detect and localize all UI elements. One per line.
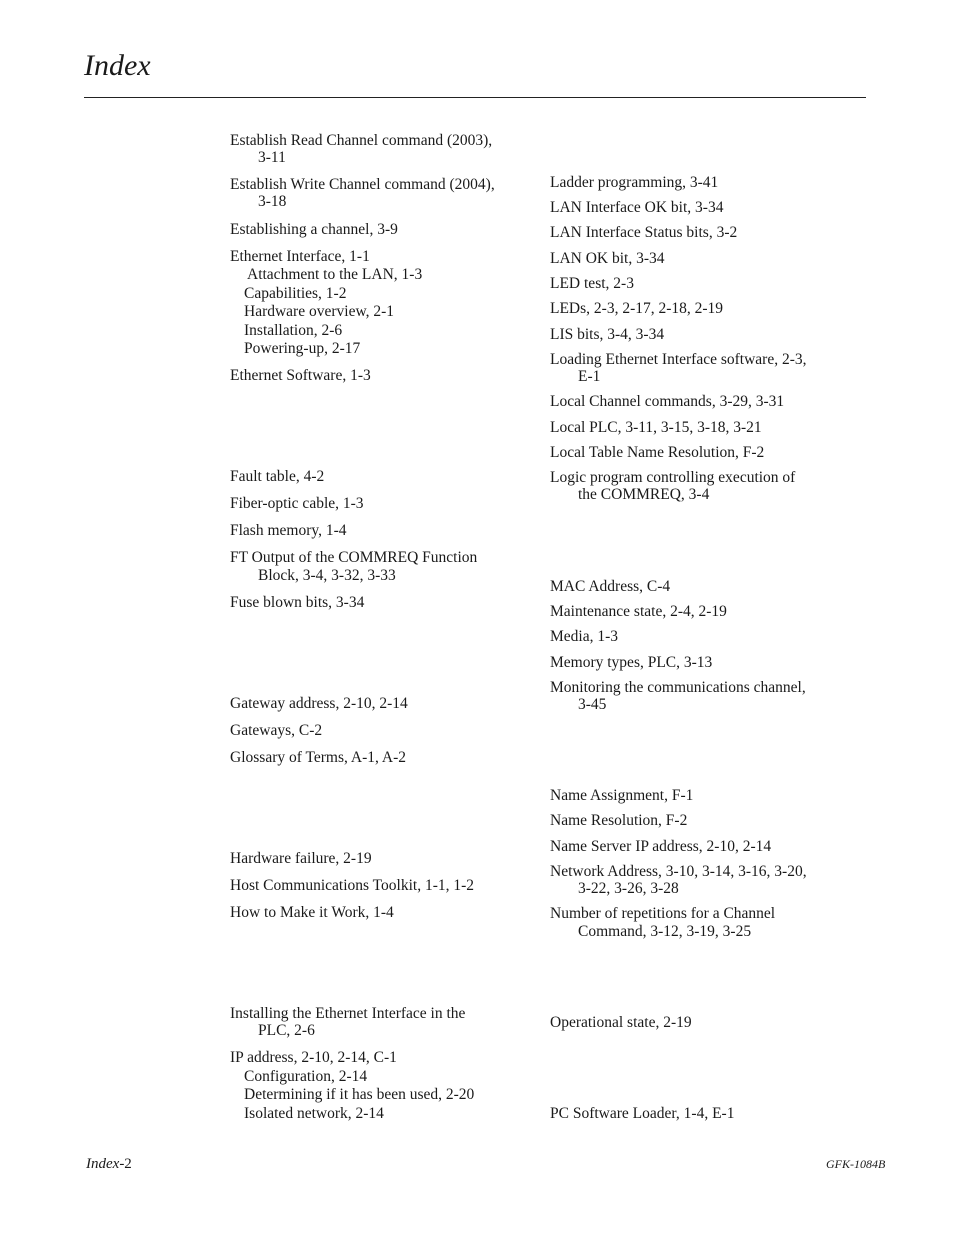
- footer-page: -2: [119, 1156, 132, 1172]
- index-entry: MAC Address, C-4: [550, 578, 671, 595]
- index-entry: Maintenance state, 2-4, 2-19: [550, 603, 727, 620]
- index-entry-continuation: PLC, 2-6: [258, 1022, 315, 1039]
- index-subentry: Configuration, 2-14: [244, 1068, 368, 1085]
- index-entry: Fuse blown bits, 3-34: [230, 594, 365, 611]
- index-entry-continuation: 3-11: [258, 149, 286, 166]
- index-entry: Host Communications Toolkit, 1-1, 1-2: [230, 877, 475, 894]
- index-entry: Name Resolution, F-2: [550, 812, 688, 829]
- index-entry: Gateway address, 2-10, 2-14: [230, 695, 408, 712]
- index-entry: Flash memory, 1-4: [230, 522, 347, 539]
- index-entry: Local Table Name Resolution, F-2: [550, 444, 765, 461]
- index-entry: Establish Read Channel command (2003),: [230, 132, 493, 149]
- index-entry: LAN OK bit, 3-34: [550, 250, 665, 267]
- index-subentry: Isolated network, 2-14: [244, 1105, 384, 1122]
- index-entry: LAN Interface Status bits, 3-2: [550, 224, 738, 241]
- index-entry-continuation: 3-18: [258, 193, 287, 210]
- index-entry: Local PLC, 3-11, 3-15, 3-18, 3-21: [550, 419, 762, 436]
- index-entry: LAN Interface OK bit, 3-34: [550, 199, 724, 216]
- index-subentry: Determining if it has been used, 2-20: [244, 1086, 475, 1103]
- index-entry: Ladder programming, 3-41: [550, 174, 719, 191]
- index-entry: Hardware failure, 2-19: [230, 850, 372, 867]
- index-entry-continuation: Command, 3-12, 3-19, 3-25: [578, 923, 752, 940]
- index-entry: Glossary of Terms, A-1, A-2: [230, 749, 407, 766]
- index-subentry: Powering-up, 2-17: [244, 340, 361, 357]
- index-entry: Local Channel commands, 3-29, 3-31: [550, 393, 785, 410]
- index-subentry: Hardware overview, 2-1: [244, 303, 395, 320]
- index-entry-continuation: 3-45: [578, 696, 607, 713]
- index-entry: Memory types, PLC, 3-13: [550, 654, 713, 671]
- index-entry-continuation: the COMMREQ, 3-4: [578, 486, 710, 503]
- index-entry: Installing the Ethernet Interface in the: [230, 1005, 466, 1022]
- index-entry: Network Address, 3-10, 3-14, 3-16, 3-20,: [550, 863, 807, 880]
- index-entry: Ethernet Interface, 1-1: [230, 248, 370, 265]
- index-entry: Name Assignment, F-1: [550, 787, 694, 804]
- footer-label: Index: [86, 1156, 120, 1172]
- index-entry: Ethernet Software, 1-3: [230, 367, 371, 384]
- index-entry-continuation: E-1: [578, 368, 601, 385]
- index-entry: Establishing a channel, 3-9: [230, 221, 398, 238]
- page-title: Index: [84, 49, 151, 82]
- index-entry: Gateways, C-2: [230, 722, 323, 739]
- footer-page-number: [86, 1155, 132, 1173]
- footer-doc-id: GFK-1084B: [826, 1157, 886, 1171]
- index-entry: FT Output of the COMMREQ Function: [230, 549, 478, 566]
- index-entry: LIS bits, 3-4, 3-34: [550, 326, 665, 343]
- index-entry: LED test, 2-3: [550, 275, 634, 292]
- index-entry: Logic program controlling execution of: [550, 469, 796, 486]
- index-entry: Fault table, 4-2: [230, 468, 325, 485]
- index-entry-continuation: 3-22, 3-26, 3-28: [578, 880, 679, 897]
- index-entry: Establish Write Channel command (2004),: [230, 176, 495, 193]
- index-subentry: Installation, 2-6: [244, 322, 343, 339]
- index-entry-continuation: Block, 3-4, 3-32, 3-33: [258, 567, 396, 584]
- index-subentry: Attachment to the LAN, 1-3: [247, 266, 423, 283]
- index-entry: Media, 1-3: [550, 628, 619, 645]
- index-entry: LEDs, 2-3, 2-17, 2-18, 2-19: [550, 300, 724, 317]
- index-entry: Loading Ethernet Interface software, 2-3,: [550, 351, 807, 368]
- index-entry: Monitoring the communications channel,: [550, 679, 806, 696]
- index-entry: Fiber-optic cable, 1-3: [230, 495, 364, 512]
- index-entry: IP address, 2-10, 2-14, C-1: [230, 1049, 397, 1066]
- index-entry: Number of repetitions for a Channel: [550, 905, 776, 922]
- index-subentry: Capabilities, 1-2: [244, 285, 347, 302]
- index-entry: How to Make it Work, 1-4: [230, 904, 394, 921]
- index-entry: PC Software Loader, 1-4, E-1: [550, 1105, 735, 1122]
- index-entry: Name Server IP address, 2-10, 2-14: [550, 838, 772, 855]
- header-rule: [84, 97, 866, 98]
- index-entry: Operational state, 2-19: [550, 1014, 692, 1031]
